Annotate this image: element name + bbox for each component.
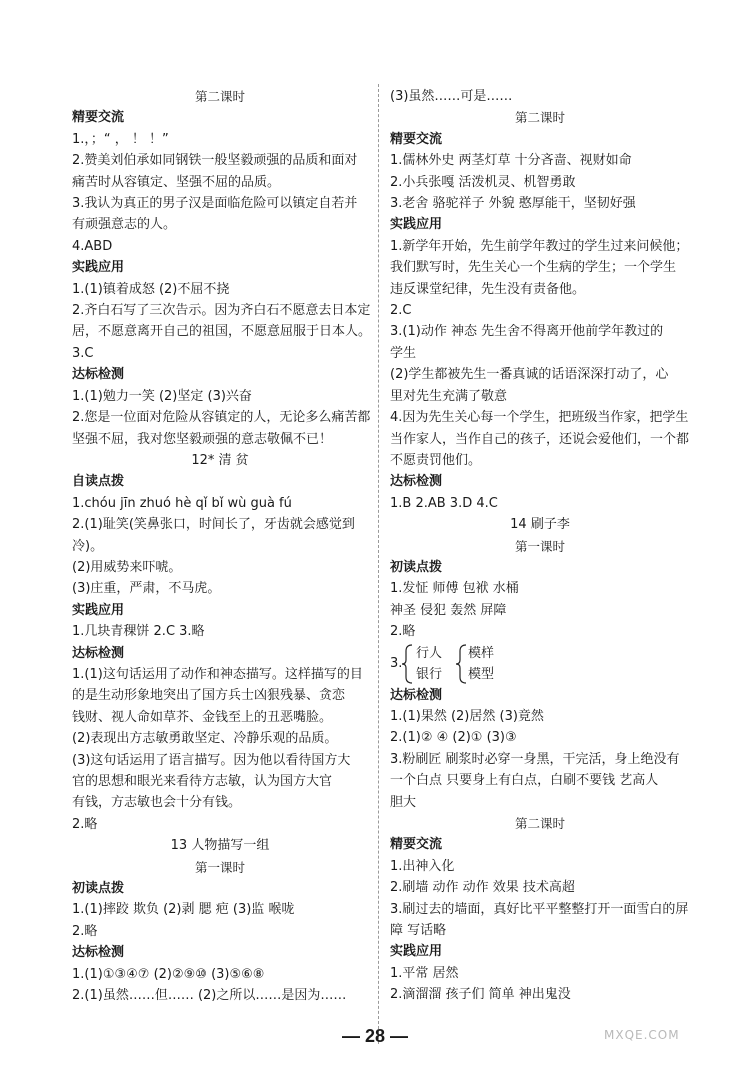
lesson-subtitle: 第一课时 <box>194 859 245 875</box>
section-heading: 达标检测 <box>390 687 443 703</box>
text-line: 1.几块青稞饼 2.C 3.略 <box>72 624 205 640</box>
text-line: 2.略 <box>72 816 98 832</box>
text-line: 2.滴溜溜 孩子们 简单 神出鬼没 <box>390 987 571 1003</box>
text-line: 坚强不屈，我对您坚毅顽强的意志敬佩不已！ <box>72 431 333 447</box>
section-heading: 精要交流 <box>390 131 443 147</box>
section-heading: 初读点拨 <box>72 881 125 897</box>
text-line: 1.儒林外史 两茎灯草 十分吝啬、视财如命 <box>390 153 632 169</box>
text-line: 不愿责罚他们。 <box>390 452 482 468</box>
section-heading: 达标检测 <box>72 945 125 961</box>
text-line: (2)用威势来吓唬。 <box>72 559 182 575</box>
section-heading: 达标检测 <box>72 367 125 383</box>
section-heading: 实践应用 <box>390 944 443 960</box>
text-line: 1.发怔 师傅 包袱 水桶 <box>390 581 519 597</box>
text-line: 4.因为先生关心每一个学生，把班级当作家，把学生 <box>390 410 689 426</box>
text-line: 3.粉刷匠 刷浆时必穿一身黑，干完活，身上绝没有 <box>390 751 680 767</box>
brace-word-a: 行人 <box>416 645 443 661</box>
lesson-subtitle: 第二课时 <box>194 89 245 104</box>
text-line: (3)这句话运用了语言描写。因为他以看待国方大 <box>72 752 351 768</box>
section-heading: 达标检测 <box>390 474 443 490</box>
right-column <box>390 86 690 1006</box>
text-line: 1.，；“ ， ！ ！” <box>72 131 169 147</box>
text-line: 有顽强意志的人。 <box>72 217 177 233</box>
text-line: 3.C <box>72 345 94 361</box>
text-line: 冷)。 <box>72 538 104 554</box>
text-line: 痛苦时从容镇定、坚强不屈的品质。 <box>72 174 281 190</box>
lesson-title: 12* 清 贫 <box>191 452 249 468</box>
text-line: 2.略 <box>72 923 98 939</box>
text-line: 3.(1)动作 神态 先生舍不得离开他前学年教过的 <box>390 324 664 340</box>
text-line: 3.老舍 骆驼祥子 外貌 憨厚能干，坚韧好强 <box>390 196 636 212</box>
text-line: 2.刷墙 动作 动作 效果 技术高超 <box>390 880 575 896</box>
text-line: 钱财、视人命如草芥、金钱至上的丑恶嘴脸。 <box>72 709 333 725</box>
text-line: (2)学生都被先生一番真诚的话语深深打动了，心 <box>390 367 669 383</box>
lesson-subtitle: 第一课时 <box>514 538 565 554</box>
text-line: 有钱，方志敏也会十分有钱。 <box>72 795 242 811</box>
text-line: 学生 <box>390 345 417 361</box>
text-line: 1.(1)勉力一笑 (2)坚定 (3)兴奋 <box>72 388 252 404</box>
text-line: 1.(1)摔跤 欺负 (2)剥 腮 疤 (3)监 喉咙 <box>72 902 295 918</box>
brace-word-c: 模样 <box>468 645 495 661</box>
text-line: 2.(1)② ④ (2)① (3)③ <box>390 730 517 746</box>
section-heading: 精要交流 <box>390 837 443 853</box>
brace-answer-block <box>390 643 690 685</box>
text-line: (3)庄重，严肃，不马虎。 <box>72 581 221 597</box>
brace-word-b: 银行 <box>416 666 443 682</box>
section-heading: 达标检测 <box>72 645 125 661</box>
brace-answer-number: 3. <box>390 655 403 671</box>
right-brace-icon <box>454 643 468 685</box>
text-line: 神圣 侵犯 轰然 屏障 <box>390 602 507 618</box>
text-line: 1.(1)镇着成怒 (2)不屈不挠 <box>72 281 230 297</box>
text-line: 的是生动形象地突出了国方兵士凶狠残暴、贪恋 <box>72 688 346 704</box>
lesson-title: 13 人物描写一组 <box>170 838 270 854</box>
brace-word-d: 模型 <box>468 666 495 682</box>
text-line: (3)虽然……可是…… <box>390 89 513 104</box>
left-column <box>72 86 372 1006</box>
section-heading: 实践应用 <box>72 602 125 618</box>
left-brace-icon <box>400 643 414 685</box>
column-divider <box>378 84 379 1044</box>
text-line: 1.新学年开始，先生前学年教过的学生过来问候他； <box>390 238 689 254</box>
section-heading: 初读点拨 <box>390 559 443 575</box>
right-column-bottom <box>390 685 690 1006</box>
lesson-subtitle: 第二课时 <box>514 110 565 126</box>
lesson-subtitle: 第二课时 <box>514 816 565 831</box>
text-line: 1.(1)这句话运用了动作和神态描写。这样描写的目 <box>72 666 363 682</box>
text-line: 3.我认为真正的男子汉是面临危险可以镇定自若并 <box>72 196 358 212</box>
text-line: 4.ABD <box>72 238 113 254</box>
text-line: 1.(1)①③④⑦ (2)②⑨⑩ (3)⑤⑥⑧ <box>72 966 265 982</box>
text-line: 2.(1)耻笑(笑鼻张口，时间长了，牙齿就会感觉到 <box>72 517 355 533</box>
text-line: 1.出神入化 <box>390 858 455 874</box>
text-line: 里对先生充满了敬意 <box>390 388 508 404</box>
text-line: 障 写话略 <box>390 923 447 939</box>
text-line: 我们默写时，先生关心一个生病的学生；一个学生 <box>390 260 677 276</box>
text-line: 居，不愿意离开自己的祖国，不愿意屈服于日本人。 <box>72 324 372 340</box>
text-line: 2.(1)虽然……但…… (2)之所以……是因为…… <box>72 988 347 1004</box>
text-line: 1.(1)果然 (2)居然 (3)竟然 <box>390 708 544 724</box>
text-line: 3.刷过去的墙面，真好比平平整整打开一面雪白的屏 <box>390 901 689 917</box>
text-line: 1.B 2.AB 3.D 4.C <box>390 495 498 511</box>
watermark-logo: MXQE.COM <box>604 1028 680 1042</box>
text-line: 2.小兵张嘎 活泼机灵、机智勇敢 <box>390 174 576 190</box>
text-line: 1.chóu jīn zhuó hè qǐ bǐ wù guà fú <box>72 495 292 511</box>
text-line: 一个白点 只要身上有白点，白刷不要钱 艺高人 <box>390 773 659 789</box>
text-line: 官的思想和眼光来看待方志敏，认为国方大官 <box>72 774 333 789</box>
text-line: 胆大 <box>390 794 417 810</box>
text-line: 2.C <box>390 303 412 319</box>
page-number: — 28 — <box>341 1026 409 1046</box>
right-column-top <box>390 86 690 643</box>
text-line: 1.平常 居然 <box>390 965 459 981</box>
section-heading: 实践应用 <box>390 217 443 233</box>
section-heading: 精要交流 <box>72 110 125 126</box>
text-line: 违反课堂纪律，先生没有责备他。 <box>390 281 586 297</box>
text-line: 2.略 <box>390 624 416 640</box>
section-heading: 实践应用 <box>72 260 125 276</box>
text-line: 2.赞美刘伯承如同钢铁一般坚毅顽强的品质和面对 <box>72 153 358 169</box>
text-line: (2)表现出方志敏勇敢坚定、冷静乐观的品质。 <box>72 731 338 747</box>
lesson-title: 14 刷子李 <box>510 517 570 533</box>
text-line: 2.您是一位面对危险从容镇定的人，无论多么痛苦都 <box>72 410 371 426</box>
section-heading: 自读点拨 <box>72 474 125 490</box>
text-line: 当作家人，当作自己的孩子，还说会爱他们，一个都 <box>390 431 690 447</box>
text-line: 2.齐白石写了三次告示。因为齐白石不愿意去日本定 <box>72 303 371 319</box>
